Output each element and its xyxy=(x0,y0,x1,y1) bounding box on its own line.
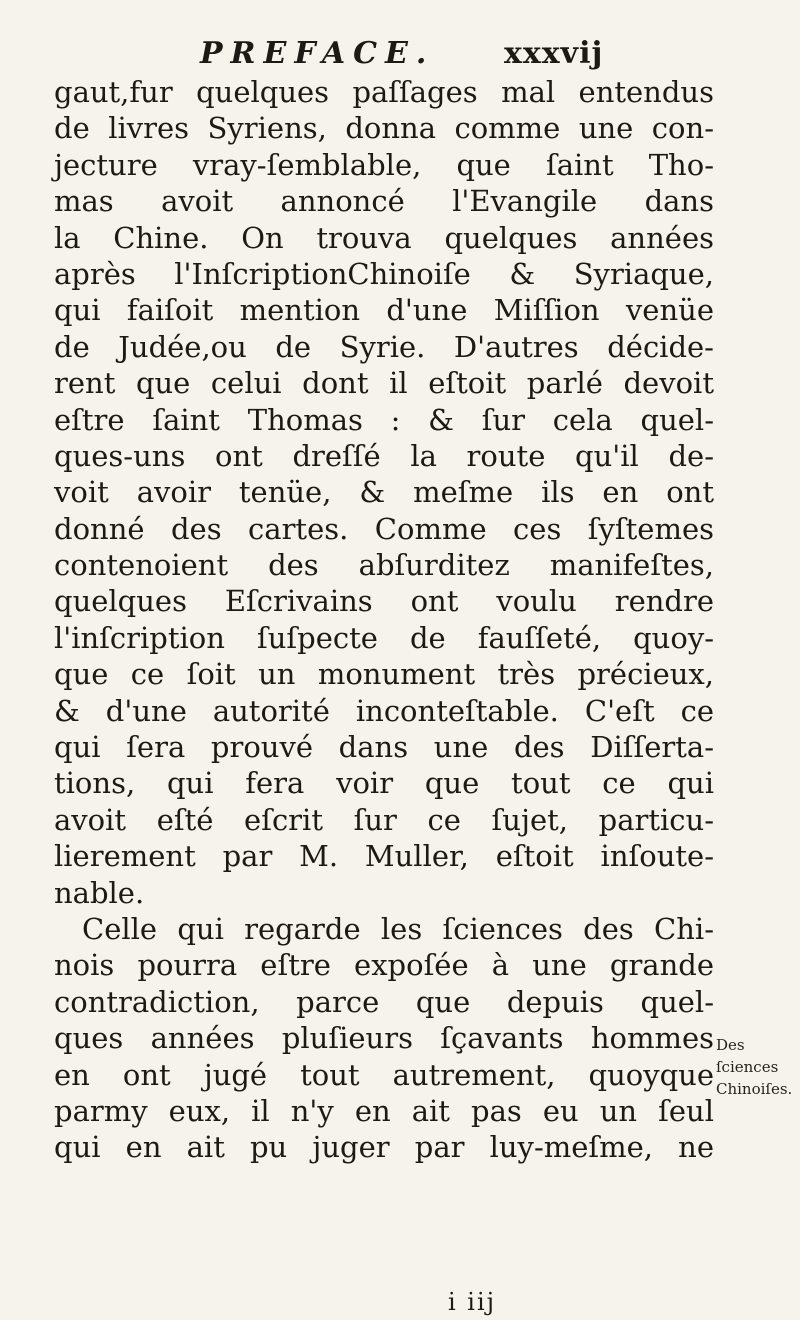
text-line: qui en ait pu juger par luy-meſme, ne xyxy=(54,1130,714,1165)
text-line: que ce ſoit un monument très précieux, xyxy=(54,657,714,692)
text-line: & d'une autorité inconteſtable. C'eſt ce xyxy=(54,693,714,728)
text-line: jecture vray-ſemblable, que ſaint Tho- xyxy=(54,147,714,182)
text-line: l'inſcription ſuſpecte de fauſſeté, quoy- xyxy=(54,620,714,655)
text-line: parmy eux, il n'y en ait pas eu un ſeul xyxy=(54,1093,714,1128)
text-line: tions, qui fera voir que tout ce qui xyxy=(54,766,714,801)
text-line: qui ſera prouvé dans une des Diſſerta- xyxy=(54,730,714,765)
text-line: en ont jugé tout autrement, quoyque xyxy=(54,1057,714,1092)
text-line: voit avoir tenüe, & meſme ils en ont xyxy=(54,475,714,510)
page-number: xxxvij xyxy=(504,36,604,71)
text-line: rent que celui dont il eſtoit parlé devoit xyxy=(54,366,714,401)
text-line: quelques Eſcrivains ont voulu rendre xyxy=(54,584,714,619)
text-line: qui faiſoit mention d'une Miſſion venüe xyxy=(54,293,714,328)
paragraph-end-line: nable. xyxy=(54,875,145,910)
running-head xyxy=(200,36,720,76)
text-line: contradiction, parce que depuis quel- xyxy=(54,984,714,1019)
text-line: eſtre ſaint Thomas : & ſur cela quel- xyxy=(54,402,714,437)
text-line: de Judée,ou de Syrie. D'autres décide- xyxy=(54,329,714,364)
text-line: après l'InſcriptionChinoiſe & Syriaque, xyxy=(54,256,714,291)
text-line: de livres Syriens, donna comme une con- xyxy=(54,111,714,146)
text-line: ques années pluſieurs ſçavants hommes xyxy=(54,1021,714,1056)
running-title: PREFACE. xyxy=(200,36,435,71)
text-line: gaut,fur quelques paſſages mal entendus xyxy=(54,75,714,109)
text-line: avoit eſté eſcrit ſur ce ſujet, particu- xyxy=(54,802,714,837)
text-line: lierement par M. Muller, eſtoit inſoute- xyxy=(54,839,714,874)
signature-mark: i iij xyxy=(448,1288,497,1316)
paragraph-start-line: Celle qui regarde les ſciences des Chi- xyxy=(82,911,714,946)
text-line: contenoient des abſurditez manifeſtes, xyxy=(54,548,714,583)
text-line: donné des cartes. Comme ces ſyſtemes xyxy=(54,511,714,546)
margin-note-line: Des ſciences xyxy=(716,1036,779,1076)
text-line: la Chine. On trouva quelques années xyxy=(54,220,714,255)
margin-note-line: Chinoiſes. xyxy=(716,1080,793,1098)
text-line: ques-uns ont dreſſé la route qu'il de- xyxy=(54,438,714,473)
body-text xyxy=(54,74,714,1166)
margin-note xyxy=(716,1034,800,1100)
text-line: nois pourra eſtre expoſée à une grande xyxy=(54,948,714,983)
text-line: mas avoit annoncé l'Evangile dans xyxy=(54,184,714,219)
